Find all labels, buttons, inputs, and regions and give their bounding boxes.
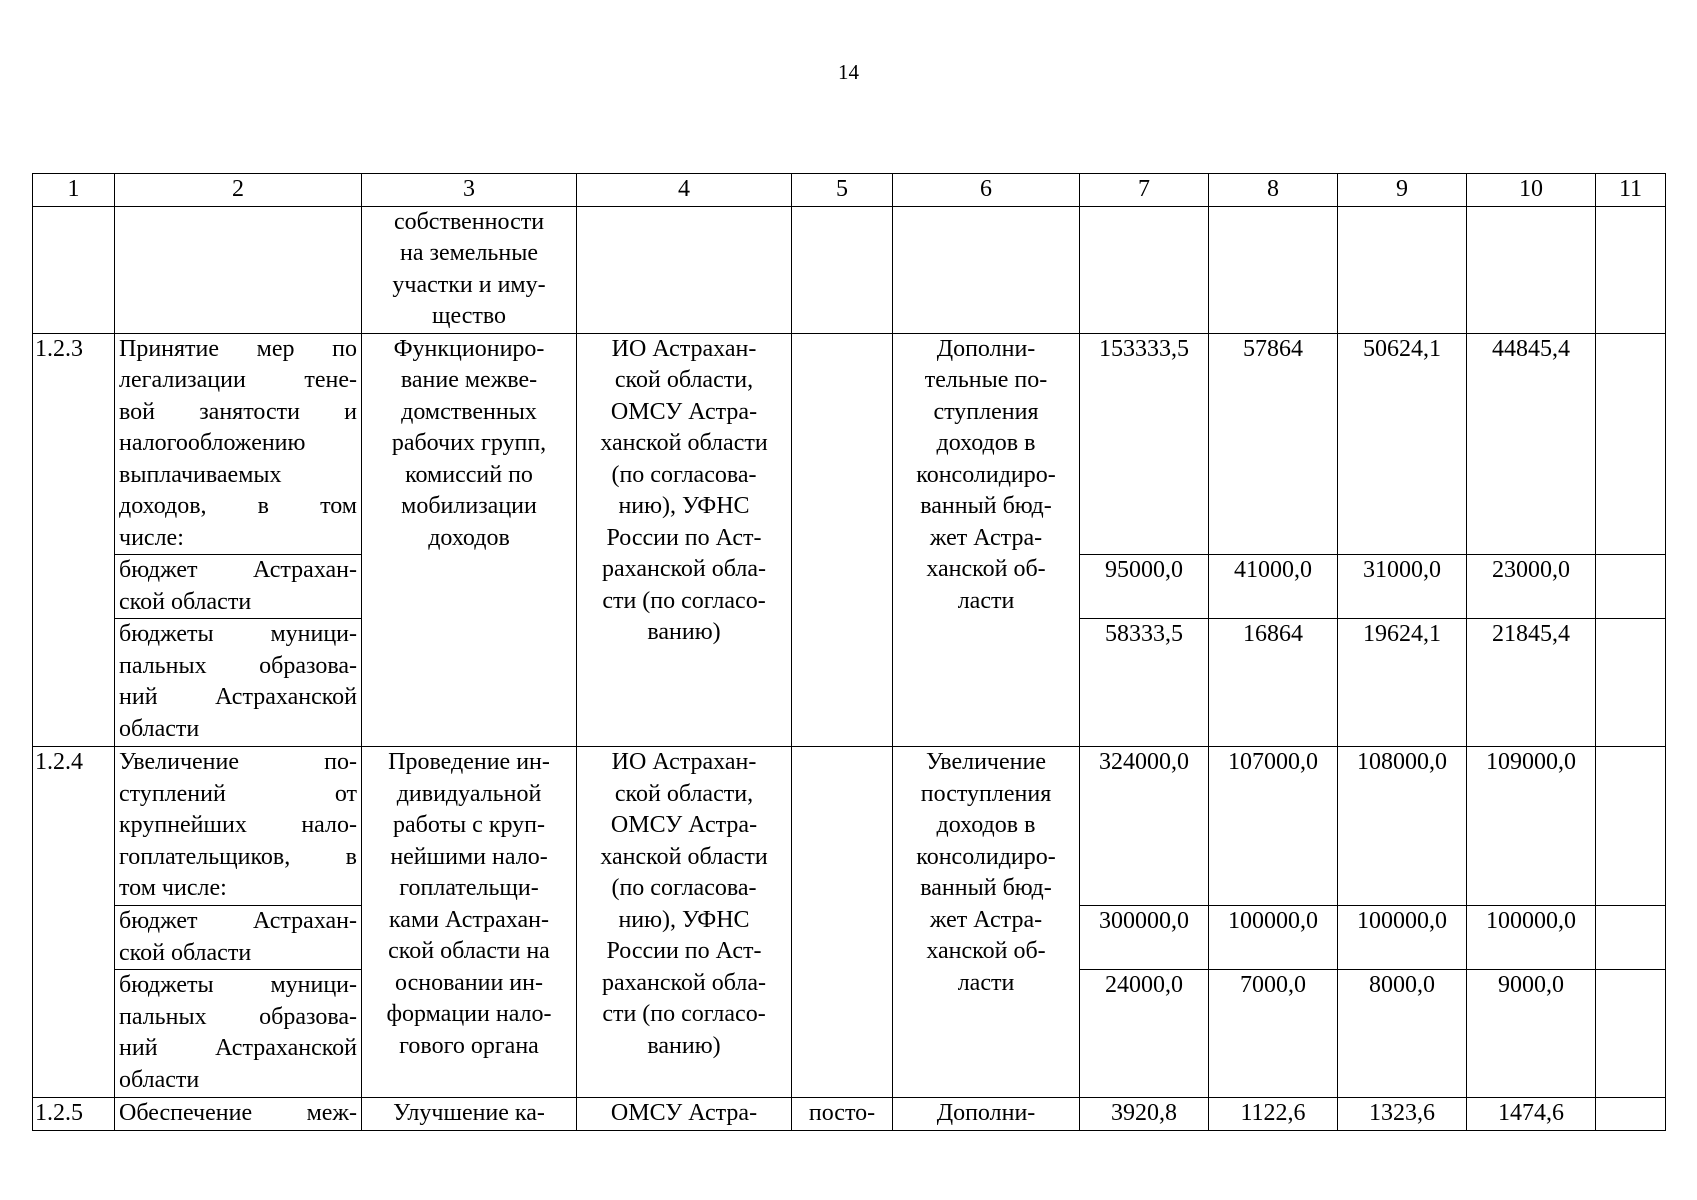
subrow-label: бюджеты муници- пальных образова- ний Астраханской области: [115, 619, 362, 747]
value-cell: 109000,0: [1467, 747, 1596, 906]
row-executor: ОМСУ Астра-: [577, 1098, 792, 1131]
row-label: Обеспечение меж-: [115, 1098, 362, 1131]
value-cell: 3920,8: [1080, 1098, 1209, 1131]
value-cell: 300000,0: [1080, 906, 1209, 970]
value-cell: 58333,5: [1080, 619, 1209, 747]
table-row: [33, 747, 1666, 906]
value-cell: 1474,6: [1467, 1098, 1596, 1131]
row-result: Увеличение поступления доходов в консолидиро- ванный бюд- жет Астра- ханской об- ласти: [893, 747, 1080, 1098]
value-cell: 100000,0: [1209, 906, 1338, 970]
value-cell: 23000,0: [1467, 555, 1596, 619]
column-number: 8: [1209, 174, 1338, 207]
program-table: [32, 173, 1666, 1131]
row-label: Принятие мер по легализации тене- вой занятости и налогообложению выплачиваемых доходов, в том числе:: [115, 333, 362, 555]
value-cell: 44845,4: [1467, 333, 1596, 555]
column-number: 2: [115, 174, 362, 207]
row-term: посто-: [792, 1098, 893, 1131]
value-cell: [1596, 747, 1666, 906]
subrow-label: бюджет Астрахан- ской области: [115, 555, 362, 619]
value-cell: 95000,0: [1080, 555, 1209, 619]
value-cell: 324000,0: [1080, 747, 1209, 906]
column-number: 9: [1338, 174, 1467, 207]
column-number: 5: [792, 174, 893, 207]
column-number-row: [33, 174, 1666, 207]
value-cell: 153333,5: [1080, 333, 1209, 555]
value-cell: 9000,0: [1467, 970, 1596, 1098]
value-cell: 57864: [1209, 333, 1338, 555]
value-cell: [1596, 619, 1666, 747]
row-executor: ИО Астрахан- ской области, ОМСУ Астра- ханской области (по согласова- нию), УФНС России по Аст- раханской обла- сти (по согласо- ванию): [577, 747, 792, 1098]
row-label: Увеличение по- ступлений от крупнейших нало- гоплательщиков, в том числе:: [115, 747, 362, 906]
value-cell: 100000,0: [1467, 906, 1596, 970]
column-number: 4: [577, 174, 792, 207]
value-cell: [1596, 1098, 1666, 1131]
value-cell: 1323,6: [1338, 1098, 1467, 1131]
column-number: 3: [362, 174, 577, 207]
column-number: 7: [1080, 174, 1209, 207]
value-cell: 19624,1: [1338, 619, 1467, 747]
value-cell: 107000,0: [1209, 747, 1338, 906]
row-mechanism: Функциониро- вание межве- домственных рабочих групп, комиссий по мобилизации доходов: [362, 333, 577, 747]
row-code: 1.2.5: [33, 1098, 115, 1131]
value-cell: 21845,4: [1467, 619, 1596, 747]
page-number: 14: [838, 60, 859, 84]
value-cell: 24000,0: [1080, 970, 1209, 1098]
value-cell: 16864: [1209, 619, 1338, 747]
value-cell: 50624,1: [1338, 333, 1467, 555]
subrow-label: бюджет Астрахан- ской области: [115, 906, 362, 970]
value-cell: 8000,0: [1338, 970, 1467, 1098]
value-cell: [1596, 970, 1666, 1098]
value-cell: [1596, 333, 1666, 555]
continuation-mechanism: собственности на земельные участки и иму- щество: [362, 206, 577, 333]
subrow-label: бюджеты муници- пальных образова- ний Астраханской области: [115, 970, 362, 1098]
row-code: 1.2.3: [33, 333, 115, 747]
row-executor: ИО Астрахан- ской области, ОМСУ Астра- ханской области (по согласова- нию), УФНС России по Аст- раханской обла- сти (по согласо- ванию): [577, 333, 792, 747]
row-term: [792, 333, 893, 747]
row-code: 1.2.4: [33, 747, 115, 1098]
row-result: Дополни-: [893, 1098, 1080, 1131]
value-cell: 108000,0: [1338, 747, 1467, 906]
table-row: [33, 333, 1666, 555]
table-row: [33, 1098, 1666, 1131]
column-number: 6: [893, 174, 1080, 207]
value-cell: 1122,6: [1209, 1098, 1338, 1131]
value-cell: [1596, 906, 1666, 970]
row-mechanism: Улучшение ка-: [362, 1098, 577, 1131]
continuation-row: [33, 206, 1666, 333]
row-mechanism: Проведение ин- дивидуальной работы с круп- нейшими нало- гоплательщи- ками Астрахан- ской области на основании ин- формации нало- гового органа: [362, 747, 577, 1098]
value-cell: 7000,0: [1209, 970, 1338, 1098]
value-cell: 100000,0: [1338, 906, 1467, 970]
value-cell: 31000,0: [1338, 555, 1467, 619]
column-number: 10: [1467, 174, 1596, 207]
column-number: 1: [33, 174, 115, 207]
value-cell: 41000,0: [1209, 555, 1338, 619]
column-number: 11: [1596, 174, 1666, 207]
value-cell: [1596, 555, 1666, 619]
row-result: Дополни- тельные по- ступления доходов в консолидиро- ванный бюд- жет Астра- ханской об- ласти: [893, 333, 1080, 747]
row-term: [792, 747, 893, 1098]
